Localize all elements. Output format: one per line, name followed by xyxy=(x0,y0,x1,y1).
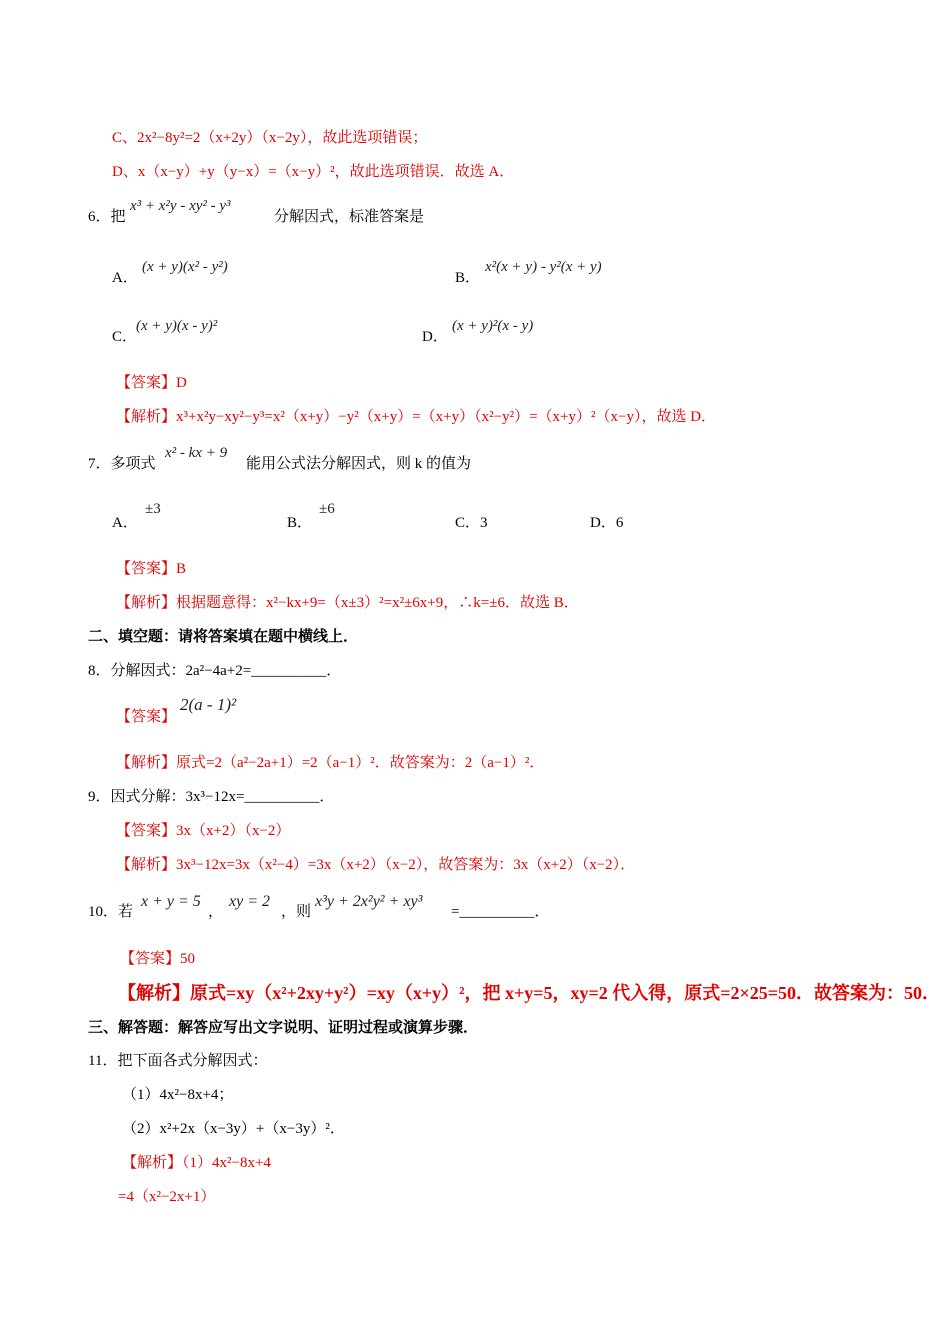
q7-analysis: 【解析】根据题意得：x²−kx+9=（x±3）²=x²±6x+9，∴k=±6．故选 B． xyxy=(116,595,579,611)
q10-then: ，则 xyxy=(281,904,312,920)
q11-part-1: （1）4x²−8x+4； xyxy=(122,1087,234,1103)
section-3-heading: 三、解答题：解答应写出文字说明、证明过程或演算步骤． xyxy=(88,1020,479,1036)
q11-step: =4（x²−2x+1） xyxy=(118,1189,216,1205)
q9-text: 9．因式分解：3x³−12x=__________． xyxy=(88,789,335,805)
q6-answer: 【答案】D xyxy=(116,375,187,391)
q10-condition-2: xy = 2 xyxy=(229,893,270,910)
option-c-analysis: C、2x²−8y²=2（x+2y）（x−2y），故此选项错误； xyxy=(112,130,428,146)
q10-blank: =__________． xyxy=(451,904,550,920)
q10-expression: x³y + 2x²y² + xy³ xyxy=(315,893,423,910)
option-d-analysis: D、x（x−y）+y（y−x）=（x−y）²，故此选项错误．故选 A． xyxy=(112,164,515,180)
q6-text: 分解因式，标准答案是 xyxy=(274,209,425,225)
q6-option-d-label: D． xyxy=(422,329,448,345)
q10-sep: ， xyxy=(208,904,224,920)
q6-option-a-label: A． xyxy=(112,270,138,286)
q8-answer-label: 【答案】 xyxy=(116,709,177,725)
q6-option-a-expr: (x + y)(x² - y²) xyxy=(142,259,228,275)
q6-analysis: 【解析】x³+x²y−xy²−y³=x²（x+y）−y²（x+y）=（x+y）（x²−y²）=（x+y）²（x−y），故选 D． xyxy=(116,409,717,425)
q8-answer-expr: 2(a - 1)² xyxy=(180,695,237,714)
q10-condition-1: x + y = 5 xyxy=(141,893,201,910)
q9-analysis: 【解析】3x³−12x=3x（x²−4）=3x（x+2）（x−2），故答案为：3x（x+2）（x−2）． xyxy=(116,857,636,873)
q10-analysis: 【解析】原式=xy（x²+2xy+y²）=xy（x+y）²，把 x+y=5，xy=2 代入得，原式=2×25=50．故答案为：50． xyxy=(118,983,941,1003)
q9-answer: 【答案】3x（x+2）（x−2） xyxy=(116,823,291,839)
q7-option-a-label: A． xyxy=(112,515,138,531)
q7-option-a-expr: ±3 xyxy=(145,501,161,517)
q7-option-b-expr: ±6 xyxy=(319,501,335,517)
q11-part-2: （2）x²+2x（x−3y）+（x−3y）²． xyxy=(122,1121,345,1137)
q6-option-c-expr: (x + y)(x - y)² xyxy=(136,318,218,334)
q6-option-b-label: B． xyxy=(455,270,481,286)
q8-analysis: 【解析】原式=2（a²−2a+1）=2（a−1）²．故答案为：2（a−1）²． xyxy=(116,755,545,771)
q11-text: 11．把下面各式分解因式： xyxy=(88,1053,268,1069)
section-2-heading: 二、填空题：请将答案填在题中横线上． xyxy=(88,629,359,645)
q7-expression: x² - kx + 9 xyxy=(165,445,228,461)
q10-prefix: 10．若 xyxy=(88,904,134,920)
q6-option-d-expr: (x + y)²(x - y) xyxy=(452,318,534,334)
q11-analysis: 【解析】（1）4x²−8x+4 xyxy=(122,1155,271,1171)
q10-answer: 【答案】50 xyxy=(120,951,196,967)
q7-text-2: 能用公式法分解因式，则 k 的值为 xyxy=(246,456,472,472)
q7-option-c: C．3 xyxy=(455,515,488,531)
q7-text: 7．多项式 xyxy=(88,456,156,472)
q6-option-c-label: C． xyxy=(112,329,138,345)
q8-text: 8．分解因式：2a²−4a+2=__________． xyxy=(88,663,342,679)
q7-answer: 【答案】B xyxy=(116,561,187,577)
q7-option-d: D．6 xyxy=(590,515,624,531)
q6-option-b-expr: x²(x + y) - y²(x + y) xyxy=(485,259,602,275)
q7-option-b-label: B． xyxy=(287,515,313,531)
q6-number: 6．把 xyxy=(88,209,126,225)
q6-expression: x³ + x²y - xy² - y³ xyxy=(130,198,231,214)
